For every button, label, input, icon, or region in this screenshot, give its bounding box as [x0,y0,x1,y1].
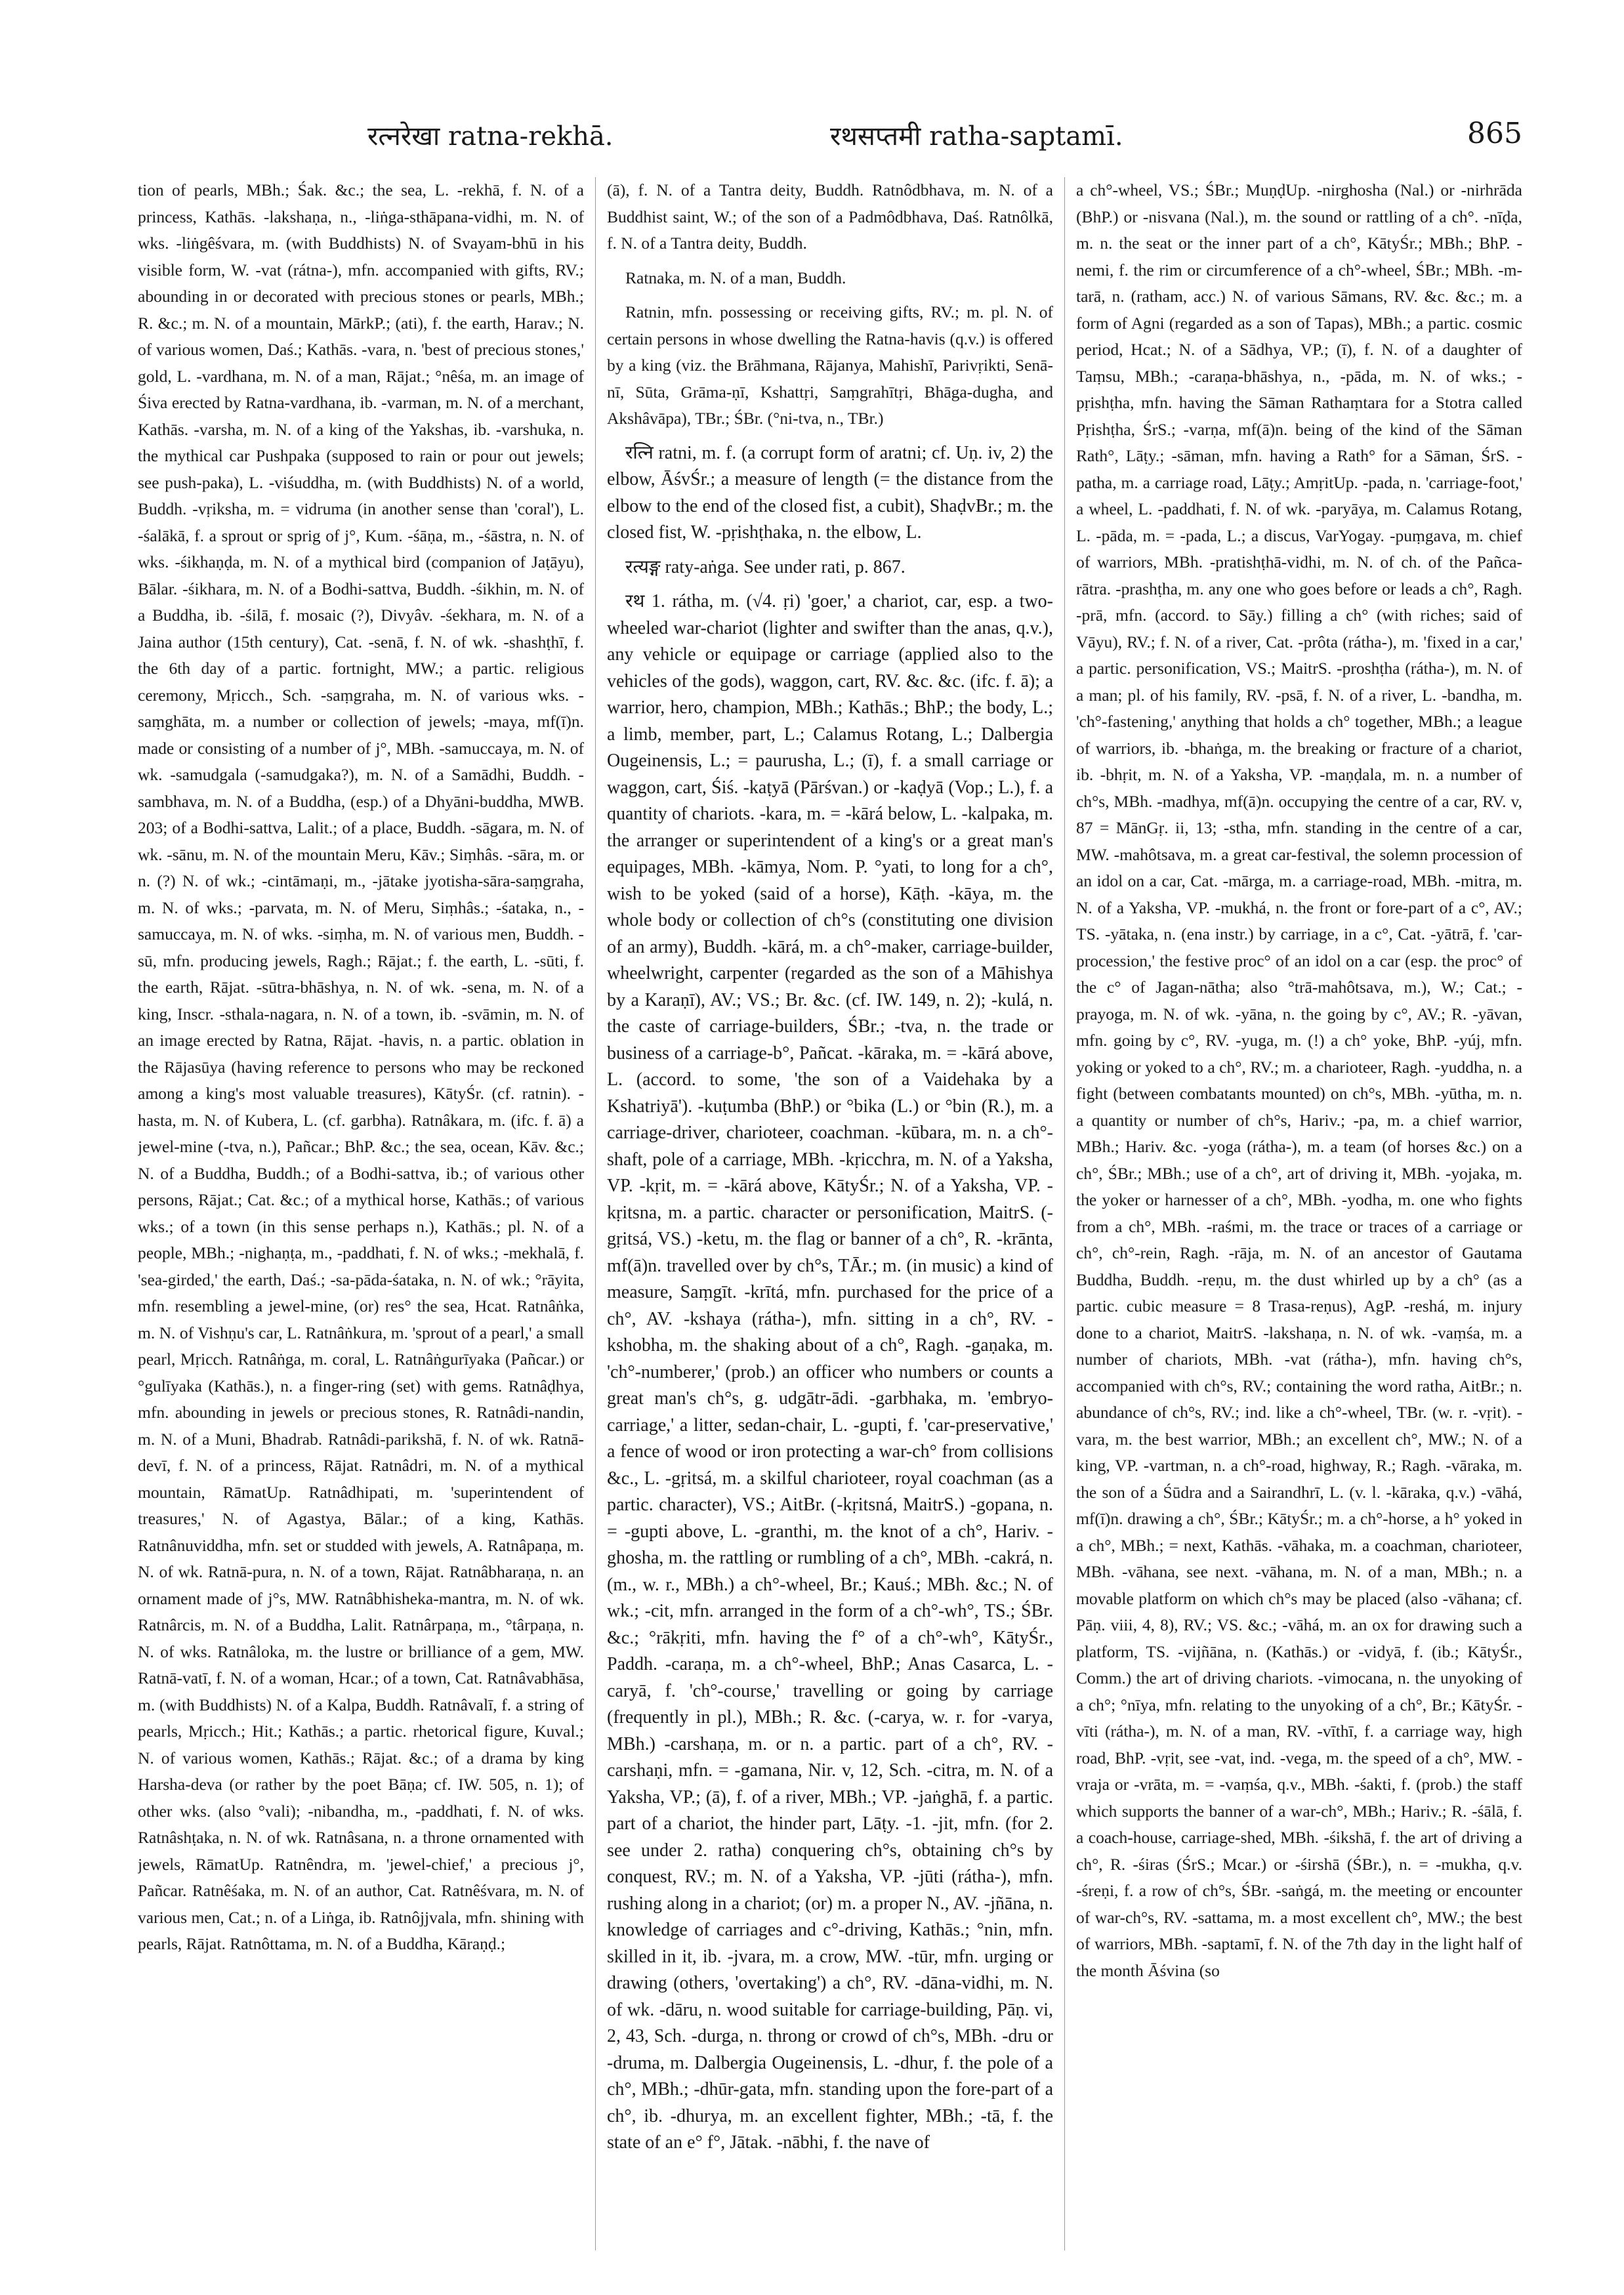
column-divider [595,177,596,2250]
column-3 [1076,177,1522,2250]
entry-paragraph: tion of pearls, MBh.; Śak. &c.; the sea, L. -rekhā, f. N. of a princess, Kathās. -lakshaṇa, n., -liṅga-sthāpana-vidhi, m. N. of wks. -liṅgêśvara, m. (with Buddhists) N. of Svayam-bhū in his visible form, W. -vat (rátna-), mfn. accompanied with gifts, RV.; abounding in or decorated with precious stones or pearls, MBh.; R. &c.; m. N. of a mountain, MārkP.; (ati), f. the earth, Harav.; N. of various women, Daś.; Kathās. -vara, n. 'best of precious stones,' gold, L. -vardhana, m. N. of a man, Rājat.; °nêśa, m. an image of Śiva erected by Ratna-vardhana, ib. -varman, m. N. of a merchant, Kathās. -varsha, m. N. of a king of the Yakshas, ib. -varshuka, n. the mythical car Pushpaka (supposed to rain or pour out jewels; see push-paka), L. -viśuddha, m. (with Buddhists) N. of a world, Buddh. -vṛiksha, m. = vidruma (in another sense than 'coral'), L. -śalākā, f. a sprout or sprig of j°, Kum. -śāṇa, m., -śāstra, n. N. of wks. -śikhaṇḍa, m. N. of a mythical bird (companion of Jaṭāyu), Bālar. -śikhara, m. N. of a Bodhi-sattva, Buddh. -śikhin, m. N. of a Buddha, ib. -śilā, f. mosaic (?), Divyâv. -śekhara, m. N. of a Jaina author (15th century), Cat. -senā, f. N. of wk. -shashṭhī, f. the 6th day of a partic. fortnight, MW.; a partic. religious ceremony, Mṛicch., Sch. -saṃgraha, m. N. of various wks. -saṃghāta, m. a number or collection of jewels; -maya, mf(ī)n. made or consisting of a number of j°, MBh. -samuccaya, m. N. of wk. -samudgala (-samudgaka?), m. N. of a Samādhi, Buddh. -sambhava, m. N. of a Buddha, (esp.) of a Dhyāni-buddha, MWB. 203; of a Bodhi-sattva, Lalit.; of a place, Buddh. -sāgara, m. N. of wk. -sānu, m. N. of the mountain Meru, Kāv.; Siṃhâs. -sāra, m. or n. (?) N. of wk.; -cintāmaṇi, m., -jātake jyotisha-sāra-saṃgraha, m. N. of wks.; -parvata, m. N. of Meru, Siṃhâs.; -śataka, n., -samuccaya, m. N. of wks. -siṃha, m. N. of various men, Buddh. -sū, mfn. producing jewels, Ragh.; Rājat.; f. the earth, L. -sūti, f. the earth, Rājat. -sūtra-bhāshya, n. N. of wk. -sena, m. N. of a king, Inscr. -sthala-nagara, n. N. of a town, ib. -svāmin, m. N. of an image erected by Ratna, Rājat. -havis, n. a partic. oblation in the Rājasūya (having reference to persons who may be reckoned among a king's most valuable treasures), KātyŚr. (cf. ratnin). -hasta, m. N. of Kubera, L. (cf. garbha). Ratnâkara, m. (ifc. f. ā) a jewel-mine (-tva, n.), Pañcar.; BhP. &c.; the sea, ocean, Kāv. &c.; N. of a Buddha, Buddh.; of a Bodhi-sattva, ib.; of various other persons, Rājat.; Cat. &c.; of a mythical horse, Kathās.; of various wks.; of a town (in this sense perhaps n.), Kathās.; pl. N. of a people, MBh.; -nighaṇṭa, m., -paddhati, f. N. of wks.; -mekhalā, f. 'sea-girded,' the earth, Daś.; -sa-pāda-śataka, n. N. of wk.; °rāyita, mfn. resembling a jewel-mine, (or) res° the sea, Hcat. Ratnâṅka, m. N. of Vishṇu's car, L. Ratnâṅkura, m. 'sprout of a pearl,' a small pearl, Mṛicch. Ratnâṅga, m. coral, L. Ratnâṅgurīyaka (Pañcar.) or °gulīyaka (Kathās.), n. a finger-ring (set) with gems. Ratnâḍhya, mfn. abounding in jewels or precious stones, R. Ratnâdi-nandin, m. N. of a Muni, Bhadrab. Ratnâdi-parikshā, f. N. of wk. Ratnā-devī, f. N. of a princess, Rājat. Ratnâdri, m. N. of a mythical mountain, RāmatUp. Ratnâdhipati, m. 'superintendent of treasures,' N. of Agastya, Bālar.; of a king, Kathās. Ratnânuviddha, mfn. set or studded with jewels, A. Ratnâpaṇa, m. N. of wk. Ratnā-pura, n. N. of a town, Rājat. Ratnâbharaṇa, n. an ornament made of j°s, MW. Ratnâbhisheka-mantra, m. N. of wk. Ratnârcis, m. N. of a Buddha, Lalit. Ratnârpaṇa, m., °târpaṇa, n. N. of wks. Ratnâloka, m. the lustre or brilliance of a gem, MW. Ratnā-vatī, f. N. of a woman, Hcar.; of a town, Cat. Ratnâvabhāsa, m. (with Buddhists) N. of a Kalpa, Buddh. Ratnâvalī, f. a string of pearls, Mṛicch.; Hit.; Kathās.; a partic. rhetorical figure, Kuval.; N. of various women, Kathās.; Rājat. &c.; of a drama by king Harsha-deva (or rather by the poet Bāṇa; cf. IW. 505, n. 1); of other wks. (also °vali); -nibandha, m., -paddhati, f. N. of wks. Ratnâshṭaka, n. N. of wk. Ratnâsana, n. a throne ornamented with jewels, RāmatUp. Ratnêndra, m. 'jewel-chief,' a precious j°, Pañcar. Ratnêśaka, m. N. of an author, Cat. Ratnêśvara, m. N. of various men, Cat.; n. of a Liṅga, ib. Ratnôjjvala, mfn. shining with pearls, Rājat. Ratnôttama, m. N. of a Buddha, Kāraṇḍ.; [138,180,584,1953]
text-columns [138,177,1522,2250]
running-head-left: रत्नरेखा ratna-rekhā. [367,121,614,152]
entry-paragraph: Ratnin, mfn. possessing or receiving gifts, RV.; m. pl. N. of certain persons in whose dwelling the Ratna-havis (q.v.) is offered by a king (viz. the Brāhmana, Rājanya, Mahishī, Parivṛikti, Senā-nī, Sūta, Grāma-ṇī, Kshattṛi, Saṃgrahītṛi, Bhāga-dugha, and Akshâvāpa), TBr.; ŚBr. (°ni-tva, n., TBr.) [607,302,1053,428]
page-number: 865 [1467,117,1522,150]
entry-paragraph: रत्नि ratni, m. f. (a corrupt form of aratni; cf. Uṇ. iv, 2) the elbow, ĀśvŚr.; a measure of length (= the distance from the elbow to the end of the closed fist, a cubit), ShaḍvBr.; m. the closed fist, W. -pṛishṭhaka, n. the elbow, L. [607,442,1053,543]
entry-paragraph: Ratnaka, m. N. of a man, Buddh. [625,268,846,287]
entry-paragraph: रथ 1. rátha, m. (√4. ṛi) 'goer,' a chariot, car, esp. a two-wheeled war-chariot (lighter and swifter than the anas, q.v.), any vehicle or equipage or carriage (applied also to the vehicles of the gods), waggon, cart, RV. &c. &c. (ifc. f. ā); a warrior, hero, champion, MBh.; Kathās.; BhP.; the body, L.; a limb, member, part, L.; Calamus Rotang, L.; Dalbergia Ougeinensis, L.; = paurusha, L.; (ī), f. a small carriage or waggon, cart, Śiś. -kaṭyā (Pārśvan.) or -kaḍyā (Vop.; L.), f. a quantity of chariots. -kara, m. = -kārá below, L. -kalpaka, m. the arranger or superintendent of a king's or a great man's equipages, MBh. -kāmya, Nom. P. °yati, to long for a ch°, wish to be yoked (said of a horse), Kāṭh. -kāya, m. the whole body or collection of ch°s (constituting one division of an army), Buddh. -kārá, m. a ch°-maker, carriage-builder, wheelwright, carpenter (regarded as the son of a Māhishya by a Karaṇī), AV.; VS.; Br. &c. (cf. IW. 149, n. 2); -kulá, n. the caste of carriage-builders, ŚBr.; -tva, n. the trade or business of a carriage-b°, Pañcat. -kāraka, m. = -kārá above, L. (accord. to some, 'the son of a Vaidehaka by a Kshatriyā'). -kuṭumba (BhP.) or °bika (L.) or °bin (R.), m. a carriage-driver, charioteer, coachman. -kūbara, m. n. a ch°-shaft, pole of a carriage, MBh. -kṛicchra, m. N. of a Yaksha, VP. -kṛit, m. = -kārá above, KātyŚr.; N. of a Yaksha, VP. -kṛitsna, m. a partic. character or personification, MaitrS. (-gṛitsá, VS.) -ketu, m. the flag or banner of a ch°, R. -krānta, mf(ā)n. travelled over by ch°s, TĀr.; m. (in music) a kind of measure, Saṃgīt. -krītá, mfn. purchased for the price of a ch°, AV. -kshaya (rátha-), mfn. sitting in a ch°, RV. -kshobha, m. the shaking about of a ch°, Ragh. -gaṇaka, m. 'ch°-numberer,' (prob.) an officer who numbers or counts a great man's ch°s, g. udgātr-ādi. -garbhaka, m. 'embryo-carriage,' a litter, sedan-chair, L. -gupti, f. 'car-preservative,' a fence of wood or iron protecting a war-ch° from collisions &c., L. -gṛitsá, m. a skilful charioteer, royal coachman (as a partic. character), VS.; AitBr. (-kṛitsná, MaitrS.) -gopana, n. = -gupti above, L. -granthi, m. the knot of a ch°, Hariv. -ghosha, m. the rattling or rumbling of a ch°, MBh. -cakrá, n. (m., w. r., MBh.) a ch°-wheel, Br.; Kauś.; MBh. &c.; N. of wk.; -cit, mfn. arranged in the form of a ch°-wh°, TS.; ŚBr. &c.; °rākṛiti, mfn. having the f° of a ch°-wh°, KātyŚr., Paddh. -caraṇa, m. a ch°-wheel, BhP.; Anas Casarca, L. -caryā, f. 'ch°-course,' travelling or going by carriage (frequently in pl.), MBh.; R. &c. (-carya, w. r. for -varya, MBh.) -carshaṇa, m. or n. a partic. part of a ch°, RV. -carshaṇi, mfn. = -gamana, Nir. v, 12, Sch. -citra, m. N. of a Yaksha, VP.; (ā), f. of a river, MBh.; VP. -jaṅghā, f. a partic. part of a chariot, the hinder part, Lāṭy. -1. -jit, mfn. (for 2. see under 2. ratha) conquering ch°s, obtaining ch°s by conquest, RV.; m. N. of a Yaksha, VP. -jūti (rátha-), mfn. rushing along in a chariot; (or) m. a proper N., AV. -jñāna, n. knowledge of carriages and c°-driving, Kathās.; °nin, mfn. skilled in it, ib. -jvara, m. a crow, MW. -tūr, mfn. urging or drawing (others, 'overtaking') a ch°, RV. -dāna-vidhi, m. N. of wk. -dāru, n. wood suitable for carriage-building, Pāṇ. vi, 2, 43, Sch. -durga, n. throng or crowd of ch°s, MBh. -dru or -druma, m. Dalbergia Ougeinensis, L. -dhur, f. the pole of a ch°, MBh.; -dhūr-gata, mfn. standing upon the fore-part of a ch°, ib. -dhurya, m. an excellent fighter, MBh.; -tā, f. the state of an e° f°, Jātak. -nābhi, f. the nave of [607,591,1053,2153]
running-head-center: रथसप्तमी ratha-saptamī. [830,121,1123,152]
entry-paragraph: a ch°-wheel, VS.; ŚBr.; MuṇḍUp. -nirghosha (Nal.) or -nirhrāda (BhP.) or -nisvana (Nal.), m. the sound or rattling of a ch°. -nīḍa, m. n. the seat or the inner part of a ch°, KātyŚr.; MBh.; BhP. -nemi, f. the rim or circumference of a ch°-wheel, ŚBr.; MBh. -m-tarā, n. (ratham, acc.) N. of various Sāmans, RV. &c. &c.; m. a form of Agni (regarded as a son of Tapas), MBh.; a partic. cosmic period, Hcat.; N. of a Sādhya, VP.; (ī), f. N. of a daughter of Taṃsu, MBh.; -caraṇa-bhāshya, n., -pāda, m. N. of wks.; -pṛishṭha, mfn. having the Sāman Rathaṃtara for a Stotra called Pṛishṭha, ŚrS.; -varṇa, mf(ā)n. being of the kind of the Sāman Rath°, Lāṭy.; -sāman, mfn. having a Rath° for a Sāman, ŚrS. -patha, m. a carriage road, Lāṭy.; AmṛitUp. -pada, n. 'carriage-foot,' a wheel, L. -paddhati, f. N. of wk. -paryāya, m. Calamus Rotang, L. -pāda, m. = -pada, L.; a discus, VarYogay. -puṃgava, m. chief of warriors, MBh. -pratishṭhā-vidhi, m. N. of ch. of the Pañca-rātra. -prashṭha, m. any one who goes before or leads a ch°, Ragh. -prā, mfn. (accord. to Sāy.) filling a ch° (with riches; said of Vāyu), RV.; f. N. of a river, Cat. -prôta (rátha-), m. 'fixed in a car,' a partic. personification, VS.; MaitrS. -proshṭha (rátha-), m. N. of a man; pl. of his family, RV. -psā, f. N. of a river, L. -bandha, m. 'ch°-fastening,' anything that holds a ch° together, MBh.; a league of warriors, ib. -bhaṅga, m. the breaking or fracture of a chariot, ib. -bhṛit, m. N. of a Yaksha, VP. -maṇḍala, m. n. a number of ch°s, MBh. -madhya, mf(ā)n. occupying the centre of a car, RV. v, 87 = MānGṛ. ii, 13; -stha, mfn. standing in the centre of a car, MW. -mahôtsava, m. a great car-festival, the solemn procession of an idol on a car, Cat. -mārga, m. a carriage-road, MBh. -mitra, m. N. of a Yaksha, VP. -mukhá, n. the front or fore-part of a c°, AV.; TS. -yātaka, n. (ena instr.) by carriage, in a c°, Cat. -yātrā, f. 'car-procession,' the festive proc° of an idol on a car (esp. the proc° of the c° of Jagan-nātha; also °trā-mahôtsava, m.), W.; Cat.; -prayoga, m. N. of wk. -yāna, n. the going by c°, AV.; R. -yāvan, mfn. going by c°, RV. -yuga, m. (!) a ch° yoke, BhP. -yúj, mfn. yoking or yoked to a ch°, RV.; m. a charioteer, Ragh. -yuddha, n. a fight (between combatants mounted) on ch°s, MBh. -yūtha, m. n. a quantity or number of ch°s, Hariv.; -pa, m. a chief warrior, MBh.; Hariv. &c. -yoga (rátha-), m. a team (of horses &c.) on a ch°, ŚBr.; MBh.; use of a ch°, art of driving it, MBh. -yojaka, m. the yoker or harnesser of a ch°, MBh. -yodha, m. one who fights from a ch°, MBh. -raśmi, m. the trace or traces of a carriage or ch°, ch°-rein, Ragh. -rāja, m. N. of an ancestor of Gautama Buddha, Buddh. -reṇu, m. the dust whirled up by a ch° (as a partic. cubic measure = 8 Trasa-reṇus), AgP. -reshá, m. injury done to a chariot, MaitrS. -lakshaṇa, n. N. of wk. -vaṃśa, m. a number of chariots, MBh. -vat (rátha-), mfn. having ch°s, accompanied with ch°s, RV.; containing the word ratha, AitBr.; n. abundance of ch°s, RV.; ind. like a ch°-wheel, TBr. (w. r. -vṛit). -vara, m. the best warrior, MBh.; an excellent ch°, MW.; N. of a king, VP. -vartman, n. a ch°-road, highway, R.; Ragh. -vāraka, m. the son of a Śūdra and a Sairandhrī, L. (v. l. -kāraka, q.v.) -vāhá, mf(ī)n. drawing a ch°, ŚBr.; KātyŚr.; m. a ch°-horse, a h° yoked in a ch°, MBh.; = next, Kathās. -vāhaka, m. a coachman, charioteer, MBh. -vāhana, see next. -vāhana, m. N. of a man, MBh.; n. a movable platform on which ch°s may be placed (also -vāhana; cf. Pāṇ. viii, 4, 8), RV.; VS. &c.; -vāhá, m. an ox for drawing such a platform, TS. -vijñāna, n. (Kathās.) or -vidyā, f. (ib.; KātyŚr., Comm.) the art of driving chariots. -vimocana, n. the unyoking of a ch°; °nīya, mfn. relating to the unyoking of a ch°, Br.; KātyŚr. -vīti (rátha-), m. N. of a man, RV. -vīthī, f. a carriage way, high road, BhP. -vṛit, see -vat, ind. -vega, m. the speed of a ch°, MW. -vraja or -vrāta, m. = -vaṃśa, q.v., MBh. -śakti, f. (prob.) the staff which supports the banner of a war-ch°, MBh.; Hariv.; R. -śālā, f. a coach-house, carriage-shed, MBh. -śikshā, f. the art of driving a ch°, R. -śiras (ŚrS.; Mcar.) or -śirshā (ŚBr.), n. = -mukha, q.v. -śreṇi, f. a row of ch°s, ŚBr. -saṅgá, m. the meeting or encounter of war-ch°s, RV. -sattama, m. a most excellent ch°, MW.; the best of warriors, MBh. -saptamī, f. N. of the 7th day in the light half of the month Āśvina (so [1076,180,1522,1980]
page-header [138,117,1522,163]
column-2 [607,177,1053,2250]
column-1 [138,177,584,2250]
entry-paragraph: रत्यङ्ग raty-aṅga. See under rati, p. 867. [625,556,906,577]
column-divider [1064,177,1065,2250]
entry-paragraph: (ā), f. N. of a Tantra deity, Buddh. Ratnôdbhava, m. N. of a Buddhist saint, W.; of the son of a Padmôdbhava, Daś. Ratnôlkā, f. N. of a Tantra deity, Buddh. [607,180,1053,253]
